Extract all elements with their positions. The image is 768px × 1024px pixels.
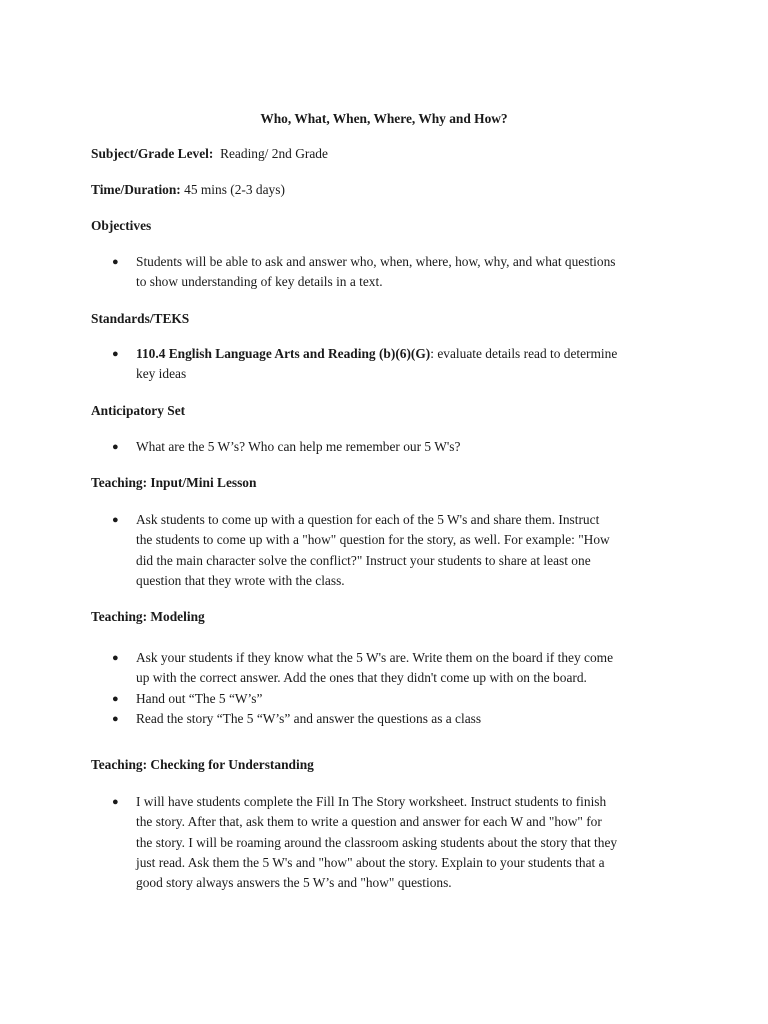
modeling-line: Ask your students if they know what the 5 W's are. Write them on the board if they come xyxy=(136,650,614,665)
subject-line xyxy=(91,144,328,164)
bullet-icon: ● xyxy=(112,692,119,705)
input-line: question that they wrote with the class. xyxy=(136,572,345,588)
list-item xyxy=(112,252,692,293)
standard-code: 110.4 English Language Arts and Reading (b)(6)(G) xyxy=(136,346,431,361)
objectives-list xyxy=(112,252,692,293)
checking-line: just read. Ask them the 5 W's and "how" about the story. Explain to your students that a xyxy=(136,854,605,870)
list-item xyxy=(112,648,692,689)
list-item xyxy=(112,344,692,385)
objective-line: to show understanding of key details in a text. xyxy=(136,274,383,290)
list-item xyxy=(112,510,692,591)
checking-line: good story always answers the 5 W’s and "how" questions. xyxy=(136,875,452,891)
checking-line: the story. After that, ask them to write a question and answer for each W and "how" for xyxy=(136,814,602,830)
standard-description: : evaluate details read to determine xyxy=(430,346,618,361)
time-line xyxy=(91,180,285,200)
input-line: the students to come up with a "how" question for the story, as well. For example: "How xyxy=(136,532,610,548)
modeling-list xyxy=(112,648,692,729)
anticipatory-heading: Anticipatory Set xyxy=(91,403,186,418)
checking-line: I will have students complete the Fill In The Story worksheet. Instruct students to finish xyxy=(136,794,607,809)
checking-list xyxy=(112,792,692,893)
input-line: Ask students to come up with a question for each of the 5 W's and share them. Instruct xyxy=(136,512,600,527)
list-item xyxy=(112,689,692,709)
checking-heading: Teaching: Checking for Understanding xyxy=(91,757,314,772)
bullet-icon: ● xyxy=(112,441,119,453)
subject-value: Reading/ 2nd Grade xyxy=(220,146,328,161)
subject-label: Subject/Grade Level: xyxy=(91,146,214,161)
standard-line: key ideas xyxy=(136,366,187,382)
objectives-heading: Objectives xyxy=(91,218,152,233)
bullet-icon: ● xyxy=(112,652,119,664)
anticipatory-list xyxy=(112,437,692,457)
bullet-icon: ● xyxy=(112,514,119,526)
time-label: Time/Duration: xyxy=(91,182,181,197)
bullet-icon: ● xyxy=(112,256,119,268)
bullet-icon: ● xyxy=(112,348,119,360)
modeling-line: Read the story “The 5 “W’s” and answer the questions as a class xyxy=(136,710,482,726)
standards-list xyxy=(112,344,692,385)
input-list xyxy=(112,510,692,591)
standard-line xyxy=(136,344,692,364)
checking-line: the story. I will be roaming around the classroom asking students about the story that they xyxy=(136,834,618,850)
modeling-line: up with the correct answer. Add the ones that they didn't come up with on the board. xyxy=(136,670,587,686)
modeling-heading: Teaching: Modeling xyxy=(91,609,205,624)
modeling-line: Hand out “The 5 “W’s” xyxy=(136,690,263,706)
time-value: 45 mins (2-3 days) xyxy=(184,182,285,197)
list-item xyxy=(112,437,692,457)
input-heading: Teaching: Input/Mini Lesson xyxy=(91,475,257,490)
bullet-icon: ● xyxy=(112,796,119,808)
objective-line: Students will be able to ask and answer who, when, where, how, why, and what questions xyxy=(136,254,616,269)
list-item xyxy=(112,792,692,893)
document-title: Who, What, When, Where, Why and How? xyxy=(260,111,508,126)
list-item xyxy=(112,709,692,729)
anticipatory-line: What are the 5 W’s? Who can help me remember our 5 W's? xyxy=(136,439,461,454)
standards-heading: Standards/TEKS xyxy=(91,311,190,326)
input-line: did the main character solve the conflict?" Instruct your students to share at least one xyxy=(136,552,591,568)
bullet-icon: ● xyxy=(112,712,119,725)
